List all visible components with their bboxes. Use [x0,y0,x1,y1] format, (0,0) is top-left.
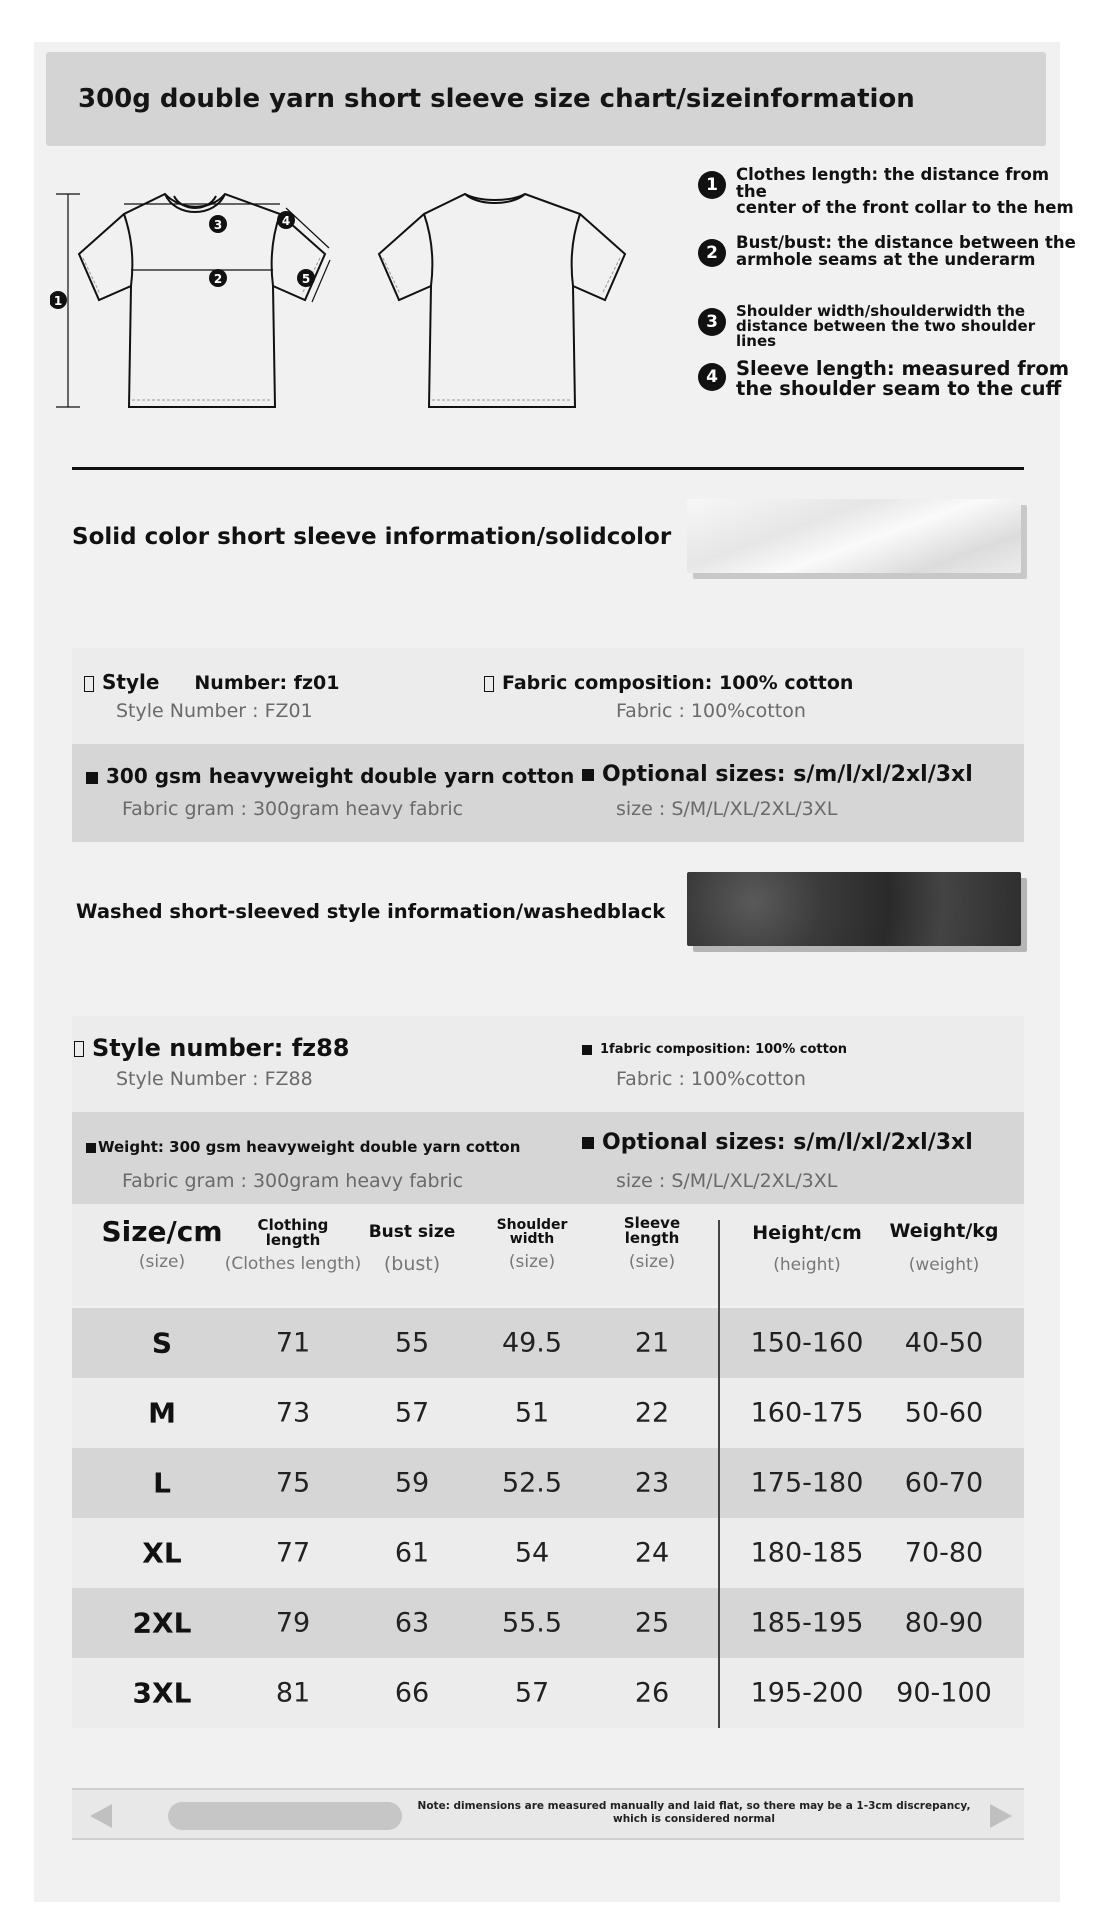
table-column-divider [718,1220,720,1728]
solid-info-row-1 [72,648,1024,744]
legend-item-4: 4 Sleeve length: measured from the shoulder seam to the cuff [698,359,1069,398]
bullet-square-icon [582,769,594,781]
washed-info-row-1 [72,1016,1024,1112]
washed-style-value: Style Number : FZ88 [116,1068,313,1090]
table-header [72,1204,1024,1306]
solid-info-row-2 [72,744,1024,842]
scroll-right-arrow-icon[interactable] [990,1804,1012,1828]
legend-item-3: 3 Shoulder width/shoulderwidth the distance between the two shoulder lines [698,304,1078,349]
box-icon [484,676,494,692]
washed-gram-value: Fabric gram : 300gram heavy fabric [122,1170,464,1192]
th-size: Size/cm (size) [101,1215,223,1272]
table-row: L 75 59 52.5 23 175-180 60-70 [72,1448,1024,1518]
number-4-icon: 4 [698,363,726,391]
solid-fabric-label: Fabric composition: 100% cotton [502,672,854,694]
washed-section-title: Washed short-sleeved style information/washedblack [76,900,666,923]
svg-text:4: 4 [281,214,291,228]
svg-text:2: 2 [213,272,223,286]
solid-section-title: Solid color short sleeve information/solidcolor [72,524,672,550]
measurement-note: Note: dimensions are measured manually and laid flat, so there may be a 1-3cm discrepancy, which is considered normal [417,1800,971,1825]
washed-sizes-value: size : S/M/L/XL/2XL/3XL [616,1170,838,1192]
th-bust-size: Bust size (bust) [368,1222,456,1275]
solid-gram-value: Fabric gram : 300gram heavy fabric [122,798,464,820]
diagram-markers [50,211,315,309]
bullet-square-icon [582,1137,594,1149]
box-icon [74,1041,84,1057]
solid-style-number-label: Number: fz01 [194,672,340,694]
bullet-square-icon [582,1045,592,1055]
legend-item-2: 2 Bust/bust: the distance between the armhole seams at the underarm [698,235,1076,268]
back-tshirt-outline [379,194,625,407]
washed-style-label: Style number: fz88 [92,1034,350,1062]
washed-black-fabric-swatch [687,872,1021,946]
th-sleeve-length: Sleeve length (size) [623,1214,681,1272]
th-clothing-length: Clothing length (Clothes length) [224,1216,362,1274]
scrollbar-thumb[interactable] [168,1802,402,1830]
scroll-left-arrow-icon[interactable] [90,1804,112,1828]
section-divider [72,467,1024,470]
footer-note-bar [72,1788,1024,1840]
svg-text:1: 1 [53,294,63,308]
washed-fabric-value: Fabric : 100%cotton [616,1068,806,1090]
legend-item-1: 1 Clothes length: the distance from the center of the front collar to the hem [698,167,1078,217]
number-2-icon: 2 [698,239,726,267]
tshirt-measurement-diagram [50,182,710,442]
washed-gram-label: Weight: 300 gsm heavyweight double yarn cotton [98,1138,521,1156]
header-banner [46,52,1046,146]
table-row: XL 77 61 54 24 180-185 70-80 [72,1518,1024,1588]
bullet-square-icon [86,772,98,784]
th-height: Height/cm (height) [752,1222,862,1275]
solid-style-label: Style [102,670,160,694]
bullet-square-icon [86,1143,96,1153]
th-weight: Weight/kg (weight) [889,1220,999,1275]
svg-text:3: 3 [213,218,223,232]
number-1-icon: 1 [698,171,726,199]
white-fabric-swatch [687,499,1021,573]
number-3-icon: 3 [698,308,726,336]
solid-sizes-value: size : S/M/L/XL/2XL/3XL [616,798,838,820]
th-shoulder-width: Shoulder width (size) [496,1217,568,1272]
table-row: S 71 55 49.5 21 150-160 40-50 [72,1308,1024,1378]
solid-fabric-value: Fabric : 100%cotton [616,700,806,722]
page-title: 300g double yarn short sleeve size chart/sizeinformation [78,84,915,114]
table-row: M 73 57 51 22 160-175 50-60 [72,1378,1024,1448]
solid-gram-label: 300 gsm heavyweight double yarn cotton [106,764,575,788]
table-row: 3XL 81 66 57 26 195-200 90-100 [72,1658,1024,1728]
washed-fabric-label: 1fabric composition: 100% cotton [600,1042,848,1057]
solid-style-value: Style Number : FZ01 [116,700,313,722]
washed-info-row-2 [72,1112,1024,1210]
solid-sizes-label: Optional sizes: s/m/l/xl/2xl/3xl [602,762,973,787]
box-icon [84,676,94,692]
table-row: 2XL 79 63 55.5 25 185-195 80-90 [72,1588,1024,1658]
svg-text:5: 5 [301,272,311,286]
washed-sizes-label: Optional sizes: s/m/l/xl/2xl/3xl [602,1130,973,1155]
